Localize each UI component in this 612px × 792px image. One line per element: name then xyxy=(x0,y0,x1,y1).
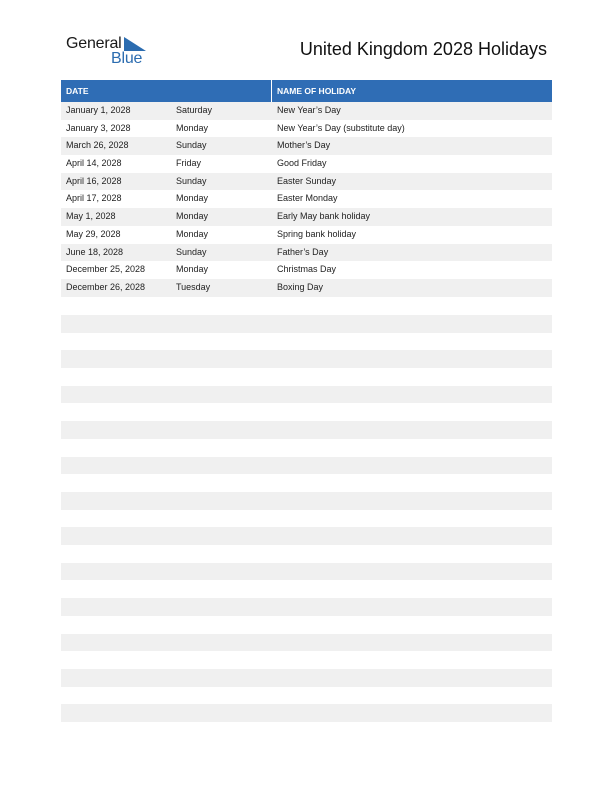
table-body xyxy=(61,102,552,297)
holiday-weekday: Tuesday xyxy=(176,281,211,292)
holiday-date: March 26, 2028 xyxy=(66,140,129,151)
holiday-name: Early May bank holiday xyxy=(277,211,371,222)
holiday-name: New Year’s Day xyxy=(277,105,341,115)
table-row xyxy=(61,279,552,297)
table-row xyxy=(61,120,552,138)
table-row xyxy=(61,190,552,208)
empty-row xyxy=(61,492,552,510)
holiday-weekday: Monday xyxy=(176,211,209,222)
holiday-date: April 16, 2028 xyxy=(66,175,122,186)
empty-row xyxy=(61,457,552,475)
holiday-date: December 26, 2028 xyxy=(66,281,146,292)
holiday-table xyxy=(61,80,552,297)
empty-row xyxy=(61,669,552,687)
holiday-weekday: Monday xyxy=(176,193,209,204)
holiday-date: January 1, 2028 xyxy=(66,105,131,115)
empty-row xyxy=(61,634,552,652)
holiday-name: Easter Sunday xyxy=(277,175,337,186)
empty-row xyxy=(61,527,552,545)
empty-row xyxy=(61,315,552,333)
column-header-holiday-name: NAME OF HOLIDAY xyxy=(277,86,357,96)
holiday-name: New Year’s Day (substitute day) xyxy=(277,122,405,133)
column-header-date: DATE xyxy=(66,86,89,96)
table-row xyxy=(61,226,552,244)
brand-word-blue: Blue xyxy=(111,50,143,67)
empty-row xyxy=(61,704,552,722)
empty-row xyxy=(61,386,552,404)
table-row xyxy=(61,261,552,279)
table-row xyxy=(61,244,552,262)
empty-row xyxy=(61,563,552,581)
table-row xyxy=(61,208,552,226)
table-row xyxy=(61,155,552,173)
holiday-weekday: Monday xyxy=(176,264,209,275)
holiday-date: January 3, 2028 xyxy=(66,122,131,133)
holiday-weekday: Monday xyxy=(176,228,209,239)
brand-word-general: General xyxy=(66,35,122,52)
holiday-weekday: Sunday xyxy=(176,246,207,257)
holiday-date: June 18, 2028 xyxy=(66,246,124,257)
table-header xyxy=(61,80,552,102)
holiday-name: Good Friday xyxy=(277,158,327,169)
empty-row xyxy=(61,350,552,368)
holiday-date: April 14, 2028 xyxy=(66,158,122,169)
holiday-weekday: Saturday xyxy=(176,105,213,115)
holiday-name: Mother’s Day xyxy=(277,140,331,151)
header-divider xyxy=(271,80,272,102)
holiday-weekday: Friday xyxy=(176,158,202,169)
holiday-date: December 25, 2028 xyxy=(66,264,146,275)
holiday-date: May 29, 2028 xyxy=(66,228,121,239)
holiday-name: Easter Monday xyxy=(277,193,338,204)
holiday-name: Spring bank holiday xyxy=(277,228,357,239)
brand-triangle-icon xyxy=(124,37,146,51)
page-title: United Kingdom 2028 Holidays xyxy=(299,39,547,59)
table-row xyxy=(61,137,552,155)
holiday-weekday: Sunday xyxy=(176,140,207,151)
empty-row xyxy=(61,421,552,439)
brand-logo xyxy=(66,34,156,70)
holiday-weekday: Sunday xyxy=(176,175,207,186)
empty-row xyxy=(61,598,552,616)
table-row xyxy=(61,173,552,191)
holiday-name: Boxing Day xyxy=(277,281,324,292)
holiday-date: April 17, 2028 xyxy=(66,193,122,204)
holiday-weekday: Monday xyxy=(176,122,209,133)
holiday-name: Christmas Day xyxy=(277,264,337,275)
holiday-date: May 1, 2028 xyxy=(66,211,116,222)
holiday-name: Father’s Day xyxy=(277,246,329,257)
table-row xyxy=(61,102,552,120)
